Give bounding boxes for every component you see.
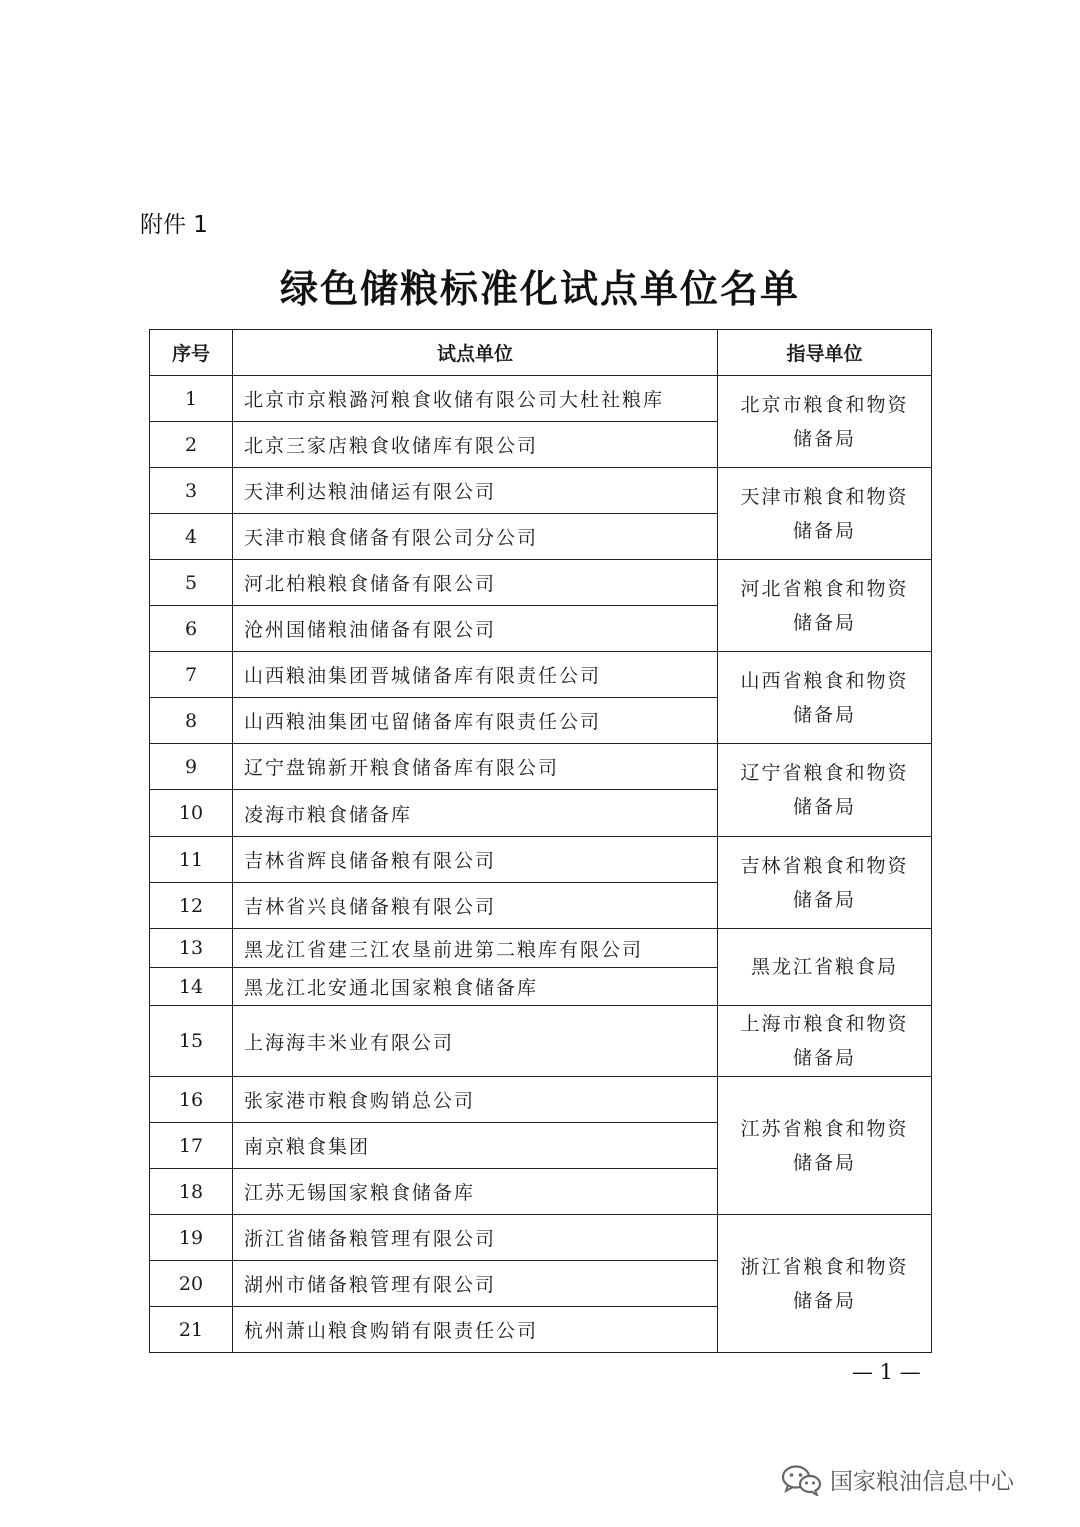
guiding-unit	[718, 744, 932, 837]
row-number: 8	[150, 698, 233, 744]
pilot-unit-name: 南京粮食集团	[233, 1123, 718, 1169]
pilot-unit-name: 上海海丰米业有限公司	[233, 1006, 718, 1077]
guiding-unit	[718, 1077, 932, 1215]
pilot-unit-name: 吉林省辉良储备粮有限公司	[233, 837, 718, 883]
watermark-text: 国家粮油信息中心	[830, 1469, 1014, 1495]
row-number: 11	[150, 837, 233, 883]
table-row	[150, 744, 932, 790]
row-number: 13	[150, 929, 233, 968]
pilot-unit-name: 北京三家店粮食收储库有限公司	[233, 422, 718, 468]
row-number: 17	[150, 1123, 233, 1169]
attachment-label: 附件 1	[140, 212, 208, 238]
guiding-unit-label: 河北省粮食和物资储备局	[740, 577, 909, 634]
pilot-unit-name: 江苏无锡国家粮食储备库	[233, 1169, 718, 1215]
row-number: 3	[150, 468, 233, 514]
pilot-unit-name: 黑龙江省建三江农垦前进第二粮库有限公司	[233, 929, 718, 968]
pilot-unit-name: 山西粮油集团屯留储备库有限责任公司	[233, 698, 718, 744]
guiding-unit	[718, 1006, 932, 1077]
pilot-unit-name: 辽宁盘锦新开粮食储备库有限公司	[233, 744, 718, 790]
guiding-unit	[718, 1215, 932, 1353]
watermark	[780, 1463, 1014, 1496]
table-row	[150, 929, 932, 968]
pilot-unit-name: 湖州市储备粮管理有限公司	[233, 1261, 718, 1307]
row-number: 1	[150, 376, 233, 422]
guiding-unit-label: 北京市粮食和物资储备局	[740, 393, 909, 450]
guiding-unit	[718, 837, 932, 929]
pilot-unit-name: 黑龙江北安通北国家粮食储备库	[233, 968, 718, 1006]
row-number: 7	[150, 652, 233, 698]
pilot-unit-name: 河北柏粮粮食储备有限公司	[233, 560, 718, 606]
row-number: 5	[150, 560, 233, 606]
row-number: 21	[150, 1307, 233, 1353]
row-number: 9	[150, 744, 233, 790]
row-number: 2	[150, 422, 233, 468]
row-number: 14	[150, 968, 233, 1006]
row-number: 12	[150, 883, 233, 929]
guiding-unit-label: 江苏省粮食和物资储备局	[740, 1117, 909, 1174]
pilot-unit-name: 山西粮油集团晋城储备库有限责任公司	[233, 652, 718, 698]
table-row	[150, 376, 932, 422]
guiding-unit-label: 上海市粮食和物资储备局	[740, 1013, 909, 1069]
table-row	[150, 560, 932, 606]
row-number: 16	[150, 1077, 233, 1123]
row-number: 15	[150, 1006, 233, 1077]
table-row	[150, 468, 932, 514]
guiding-unit	[718, 560, 932, 652]
guiding-unit-label: 吉林省粮食和物资储备局	[740, 854, 909, 911]
pilot-unit-name: 吉林省兴良储备粮有限公司	[233, 883, 718, 929]
pilot-unit-name: 张家港市粮食购销总公司	[233, 1077, 718, 1123]
row-number: 10	[150, 790, 233, 837]
table-row	[150, 652, 932, 698]
pilot-unit-name: 杭州萧山粮食购销有限责任公司	[233, 1307, 718, 1353]
guiding-unit	[718, 929, 932, 1006]
table-row	[150, 837, 932, 883]
row-number: 4	[150, 514, 233, 560]
row-number: 6	[150, 606, 233, 652]
header-guide: 指导单位	[718, 330, 932, 376]
table-row	[150, 1006, 932, 1077]
row-number: 20	[150, 1261, 233, 1307]
pilot-unit-name: 天津利达粮油储运有限公司	[233, 468, 718, 514]
guiding-unit-label: 天津市粮食和物资储备局	[740, 485, 909, 542]
header-unit: 试点单位	[233, 330, 718, 376]
guiding-unit-label: 浙江省粮食和物资储备局	[740, 1255, 909, 1312]
guiding-unit	[718, 376, 932, 468]
pilot-unit-name: 天津市粮食储备有限公司分公司	[233, 514, 718, 560]
pilot-unit-name: 北京市京粮潞河粮食收储有限公司大杜社粮库	[233, 376, 718, 422]
table-body	[150, 376, 932, 1353]
page-title: 绿色储粮标准化试点单位名单	[279, 266, 800, 311]
page-number: — 1 —	[852, 1360, 921, 1384]
wechat-icon	[780, 1464, 822, 1496]
row-number: 19	[150, 1215, 233, 1261]
row-number: 18	[150, 1169, 233, 1215]
pilot-unit-name: 沧州国储粮油储备有限公司	[233, 606, 718, 652]
guiding-unit-label: 山西省粮食和物资储备局	[740, 669, 909, 726]
table-row	[150, 1215, 932, 1261]
table-row	[150, 1077, 932, 1123]
guiding-unit	[718, 468, 932, 560]
pilot-unit-name: 浙江省储备粮管理有限公司	[233, 1215, 718, 1261]
guiding-unit	[718, 652, 932, 744]
guiding-unit-label: 黑龙江省粮食局	[750, 956, 898, 978]
table-header-row	[150, 330, 932, 376]
guiding-unit-label: 辽宁省粮食和物资储备局	[740, 762, 909, 818]
header-no: 序号	[150, 330, 233, 376]
pilot-unit-name: 凌海市粮食储备库	[233, 790, 718, 837]
pilot-units-table	[149, 329, 932, 1353]
